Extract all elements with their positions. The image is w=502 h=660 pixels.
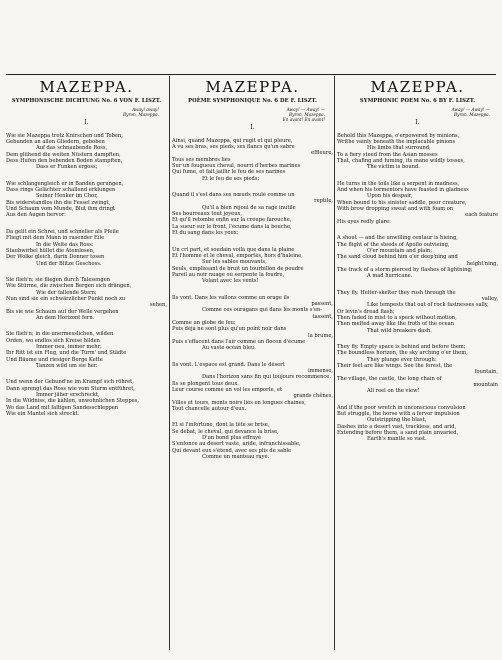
verse-line: La sueur sur le front, l'écume dans la bouche, — [172, 223, 292, 230]
verse-line: Wie der fallende Stern; — [36, 289, 97, 296]
verse-line: That, chafing and fuming, its mane wildly tosses, — [337, 158, 465, 165]
verse-line: Outstripping the blast, — [367, 417, 427, 424]
verse-line: Und wenn der Gebund'ne im Krampf sich röhret, — [6, 379, 134, 386]
verse-line: Nun sind sie ein schwärzlicher Punkt noch zu — [6, 295, 126, 302]
verse-line: Und Bäume und riesiger Berge Kette — [6, 356, 103, 363]
verse-line: height'ning, — [466, 260, 498, 267]
verse-line: la brume, — [308, 332, 333, 339]
stanza — [172, 192, 333, 236]
verse-line: In die Weite das Ross: — [36, 241, 94, 248]
verse-line: With brow dropping sweat and with foam on — [337, 206, 454, 213]
stanza — [6, 331, 167, 369]
verse-line: A mad hurricane. — [367, 273, 413, 280]
epigraph-line: Away! — Away! — — [286, 107, 325, 113]
verse-line: Comme un globe de feu; — [172, 319, 236, 326]
verse-line: Staubwirbel hüllet die Atemlosen, — [6, 247, 95, 254]
verse-line: Seiner Henker im Chor, — [36, 193, 98, 200]
verse-line: Un cri part, et soudain voilà que dans la plaine — [172, 246, 295, 253]
verse-line: Orden, wo endlos sich Kreise bilden — [6, 337, 100, 344]
verse-line: Ils se plongent tous deux. — [172, 380, 239, 387]
epigraph-line: Byron, Mazeppa. — [123, 112, 159, 118]
verse-line: Wie ein Mantel sich streckt. — [6, 411, 80, 418]
verse-line: Or levin's dread flash; — [337, 308, 395, 315]
verse-line: Upon his despair, — [367, 193, 413, 200]
poem-title: MAZEPPA. — [205, 78, 300, 96]
verse-line: He turns in the toils like a serpent in madness, — [337, 180, 460, 187]
epigraph-line: Byron, Mazeppa. — [454, 112, 490, 118]
verse-line: They fly. Helter-skelter they rush through the — [337, 289, 456, 296]
verse-line: S'enfonce au désert vaste, aride, infranchissable, — [172, 441, 301, 448]
part-number: I. — [84, 119, 89, 127]
part-number: I. — [250, 124, 255, 132]
verse-line: sehen, — [150, 302, 167, 309]
verse-line: reptile, — [314, 198, 333, 205]
verse-line: His limbs that surround, — [367, 145, 431, 152]
verse-line: Immer jäher erschreckt, — [36, 392, 100, 399]
verse-line: grands chênes, — [293, 393, 333, 400]
verse-line: Tous ses membres liés — [172, 156, 231, 163]
verse-line: The flight of the steeds of Apollo outvieing, — [337, 241, 450, 248]
verse-line: Der Wolke gleich, darin Donner tosen — [6, 254, 105, 261]
poem-subtitle: POÈME SYMPHONIQUE No. 6 DE F. LISZT. — [188, 98, 317, 104]
verse-line: Sie flieh'n; in die unermesslichen, wilden — [6, 331, 114, 338]
verse-line: An dem Horizont fern. — [36, 314, 95, 321]
poem-title: MAZEPPA. — [39, 78, 134, 96]
verse-line: Und der Blitze Geschoss. — [36, 260, 102, 267]
verse-line: Wie schlangengleich er in Banden gerungen, — [6, 180, 124, 187]
english-column — [337, 80, 498, 650]
stanza — [6, 277, 167, 321]
verse-line: tassent, — [312, 313, 333, 320]
verse-line: A vu ses bras, ses pieds, ses flancs qu'un sabre — [172, 144, 295, 151]
verse-line: Seuls, emplissant de bruit un tourbillon de poudre — [172, 265, 304, 272]
verse-line: Dem glühend die weiten Nüstern dampften, — [6, 151, 121, 158]
verse-line: They plunge ever through: — [367, 356, 437, 363]
verse-line: Qui fume, et fait jaillir le feu de ses narines — [172, 169, 286, 176]
verse-line: Sur les sables mouvants, — [202, 259, 267, 266]
verse-line: A shout — and the unwilling centaur is hieing, — [337, 235, 458, 242]
stanza — [172, 295, 333, 352]
verse-line: Ainsi, quand Mazeppa, qui rugit et qui pleure, — [172, 137, 293, 144]
verse-line: fountain, — [474, 369, 498, 376]
verse-line: Et l'homme et le cheval, emportés, hors d'haleine, — [172, 252, 303, 259]
verse-line: Ihr Ritt ist ein Flug, und die Türm' und Städte — [6, 350, 127, 357]
verse-line: Then melted away like the froth of the ocean — [337, 321, 455, 328]
verse-line: Volant avec les vents! — [202, 278, 259, 285]
verse-line: Auf das schnaubende Ross, — [36, 145, 108, 152]
verse-line: Puis s'effacent dans l'air comme un flocon d'écume — [172, 338, 306, 345]
stanza — [337, 235, 498, 279]
stanza — [172, 247, 333, 285]
stanza — [172, 362, 333, 413]
verse-line: Dashes into a desert vast, trackless, and arid, — [337, 423, 457, 430]
stanza — [172, 138, 333, 182]
verse-line: When bound to his sinister saddle, poor creature, — [337, 199, 467, 206]
verse-line: Wo das Land mit faltigen Sandesschleppen — [6, 404, 119, 411]
verse-line: Dass er Funken ergoss; — [36, 164, 98, 171]
verse-line: Leur course comme un vol les emporte, et — [172, 387, 283, 394]
verse-line: Dess Hufen den bebenden Boden stampften, — [6, 158, 123, 165]
verse-line: passent, — [311, 300, 333, 307]
epigraph-line: Away! — Away! — — [451, 107, 490, 113]
verse-line: To a fiery steed from the Asian mosses — [337, 151, 438, 158]
verse-line: Quand il s'est dans ses nœuds roulé comme un — [172, 192, 295, 199]
part-number: I. — [415, 119, 420, 127]
verse-line: effleure, — [311, 150, 333, 157]
verse-line: Ils vont. Dans les vallons comme un orage ils — [172, 294, 290, 301]
stanza — [337, 344, 498, 395]
stanza — [337, 181, 498, 225]
verse-line: But struggle, the horse with a fervor impulsion — [337, 411, 460, 418]
stanza — [6, 379, 167, 417]
verse-line: Und Schaum vom Munde, Blut ihm dringt — [6, 206, 116, 213]
verse-line: His eyes redly glare: — [337, 218, 391, 225]
verse-line: Wie Stürme, die zwischen Bergen sich drängen, — [6, 283, 132, 290]
verse-line: Dass rings Gelächter schallend erklungen — [6, 187, 116, 194]
poem-subtitle: SYMPHONIC POEM No. 6 BY F. LISZT. — [359, 98, 476, 104]
verse-line: O'er mountain and plain; — [367, 247, 433, 254]
verse-line: Wie sie Mazeppa trotz Knirschen und Toben, — [6, 132, 123, 139]
stanza — [172, 422, 333, 460]
verse-line: Qui devant eux s'étend, avec ses plis de sable — [172, 447, 292, 454]
verse-line: Like tempests that out of rock fastnesses sally, — [367, 302, 489, 309]
epigraph-line: En avant! En avant! — [282, 117, 325, 123]
verse-line: Their feet are like wings. See the forest, the — [337, 363, 453, 369]
column-divider — [169, 76, 170, 650]
poem-subtitle: SYMPHONISCHE DICHTUNG No. 6 VON F. LISZT. — [11, 98, 162, 104]
verse-line: Qu'il a bien réjoui de sa rage inutile — [202, 204, 296, 211]
verse-line: Bis sie wie Schaum auf der Welle vergehen — [6, 308, 119, 315]
verse-line: immense, — [307, 368, 333, 374]
verse-line: Et qu'il retombe enfin sur la croupe farouche, — [172, 217, 292, 224]
verse-line: The boundless horizon, the sky arching o'er them, — [337, 350, 468, 357]
verse-line: And when his tormentors have feasted in gladness — [337, 187, 469, 194]
stanza — [337, 405, 498, 443]
verse-line: Ses bourreaux tout joyeux, — [172, 211, 243, 218]
verse-line: Aus den Augen hervor: — [6, 212, 66, 219]
verse-line: valley, — [481, 295, 498, 302]
verse-line: All reel on the view! — [367, 388, 420, 395]
french-column — [172, 80, 333, 650]
verse-line: In die Wildniss, die kahlen, unwohnlichen Steppes, — [6, 398, 139, 405]
top-rule — [6, 74, 496, 75]
epigraph-line: Away! away! — [132, 107, 159, 113]
verse-line: Earth's mantle so vast. — [367, 436, 427, 443]
stanza — [337, 133, 498, 171]
verse-line: Au vaste océan bleu. — [202, 345, 256, 352]
verse-line: Et si l'infortuné, dont la tête se brise, — [172, 422, 270, 429]
verse-line: The victim is bound. — [367, 164, 420, 171]
verse-line: Tanzen wild um sie her. — [36, 363, 98, 369]
verse-line: Writhe vainly beneath the implacable pinions — [337, 139, 456, 146]
verse-line: Extending before them, a sand plain unvaried, — [337, 430, 459, 437]
verse-line: Villes et tours, monts noirs liés en longues chaînes, — [172, 399, 306, 406]
verse-line: Dann sprengt das Ross wie vom Sturm entführet, — [6, 385, 135, 392]
poem-title: MAZEPPA. — [370, 78, 465, 96]
verse-line: Da gellt ein Schrei, und schneller als Pfeile — [6, 228, 119, 235]
verse-line: That wild breakers dash. — [367, 327, 432, 334]
verse-line: The village, the castle, the long chain of — [337, 375, 442, 382]
verse-line: The track of a storm pierced by flashes of lightning; — [337, 266, 473, 273]
verse-line: Tout chancelle autour d'eux. — [172, 406, 247, 413]
verse-line: Behold this Mazeppa, o'erpowered by minions, — [337, 132, 460, 139]
verse-line: Comme ces ouragans qui dans les monts s'en- — [202, 307, 323, 314]
verse-line: Bis widerstandlos ihn die Fessel zwingt, — [6, 199, 111, 206]
stanza — [6, 181, 167, 219]
verse-line: Sie flieh'n; sie fliegen durch Talesengen — [6, 276, 111, 283]
verse-line: Comme un manteau rayé. — [202, 454, 270, 461]
verse-line: Ils vont. L'espace est grand. Dans le désert — [172, 361, 285, 368]
verse-line: Then faded in mist to a speck without motion, — [337, 314, 457, 321]
verse-line: Immer neu, immer mehr; — [36, 343, 102, 350]
verse-line: The sand cloud behind him o'er deep'ning and — [337, 254, 458, 261]
verse-line: D'un bond plus effrayé — [202, 435, 262, 442]
verse-line: Et le feu de ses pieds; — [202, 175, 260, 182]
stanza — [6, 229, 167, 267]
verse-line: Dans l'horizon sans fin qui toujours recommence. — [202, 374, 331, 381]
verse-line: Gebunden an allen Gliedern, geboben — [6, 139, 105, 146]
verse-line: And if the poor wretch in unconscious convulsion — [337, 404, 466, 411]
verse-line: Sur un fougueux cheval, nourri d'herbes marines — [172, 163, 301, 170]
stanza — [6, 133, 167, 171]
verse-line: mountain — [473, 382, 498, 389]
stanza — [337, 290, 498, 334]
verse-line: Et du sang dans les yeux: — [172, 230, 239, 237]
verse-line: Se débat, le cheval, qui devance la brise, — [172, 428, 279, 435]
verse-line: Pareil au noir nuage où serpente la foudre, — [172, 271, 285, 278]
column-divider — [334, 76, 335, 650]
verse-line: each feature — [465, 212, 498, 219]
german-column — [6, 80, 167, 650]
verse-line: Fliegt mit dem Mann in rasender Eile — [6, 235, 105, 242]
verse-line: Puis déjà ne sont plus qu'un point noir dans — [172, 326, 287, 333]
verse-line: They fly. Empty space is behind and before them; — [337, 343, 466, 350]
epigraph-line: Byron, Mazeppa. — [289, 112, 325, 118]
